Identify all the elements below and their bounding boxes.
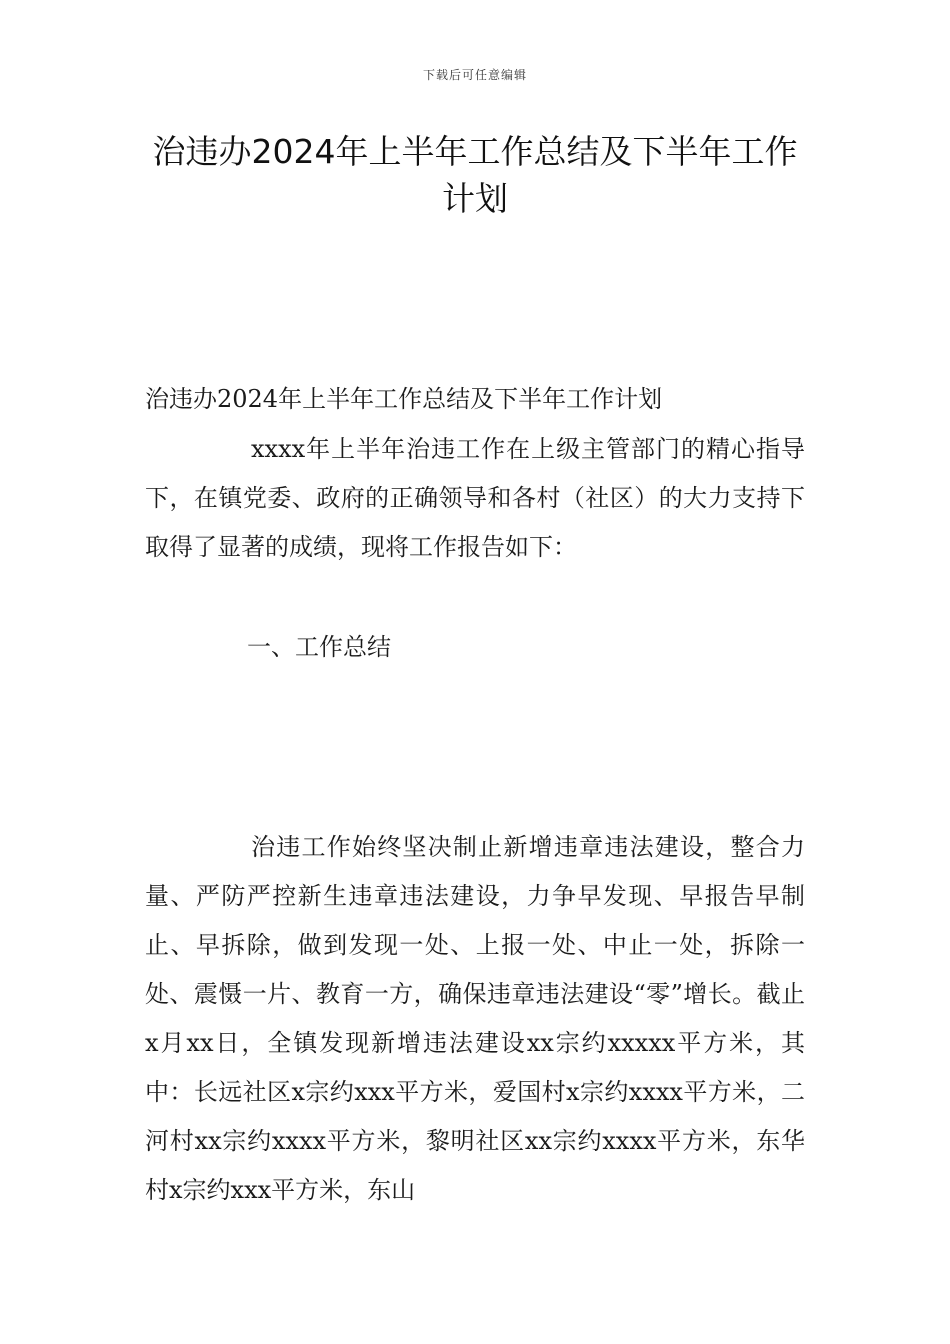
header-note: 下载后可任意编辑	[422, 68, 527, 82]
intro-paragraph: xxxx年上半年治违工作在上级主管部门的精心指导下，在镇党委、政府的正确领导和各村（社区）的大力支持下取得了显著的成绩，现将工作报告如下：	[145, 435, 805, 561]
document-title: 治违办2024年上半年工作总结及下半年工作计划	[152, 132, 798, 218]
summary-paragraph: 治违工作始终坚决制止新增违章违法建设，整合力量、严防严控新生违章违法建设，力争早发现、早报告早制止、早拆除，做到发现一处、上报一处、中止一处，拆除一处、震慑一片、教育一方，确保违章违法建设“零”增长。截止x月xx日，全镇发现新增违法建设xx宗约xxxxx平方米，其中：长远社区x宗约xxx平方米，爱国村x宗约xxxx平方米，二河村xx宗约xxxx平方米，黎明社区xx宗约xxxx平方米，东华村x宗约xxx平方米，东山	[145, 833, 805, 1204]
document-subtitle: 治违办2024年上半年工作总结及下半年工作计划	[145, 385, 663, 413]
section-heading: 一、工作总结	[247, 633, 391, 661]
